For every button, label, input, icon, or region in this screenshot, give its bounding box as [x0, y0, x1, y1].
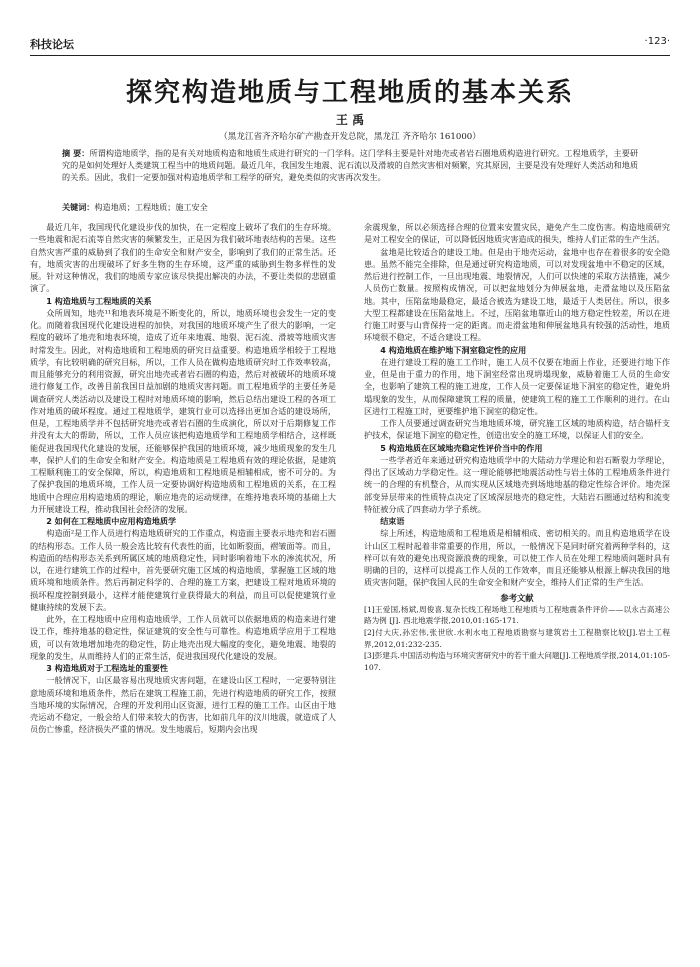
section-4-paragraph-2: 工作人员要通过调查研究当地地质环境，研究施工区域的地质构造，结合锚杆支护技术，保证地下洞室的稳定性，创造出安全的施工环境，以保证人们的安全。 — [364, 418, 670, 441]
intro-paragraph: 最近几年，我国现代化建设步伐的加快，在一定程度上破坏了我们的生存环境。一些地震和泥石流等自然灾害的频繁发生，正是因为我们破坏地表结构的苦果。这些自然灾害严重的威胁到了我们的生命安全和财产安全，影响到了我们的正常生活。还有，地质灾害的出现破坏了好多生物的生存环境，这严重的威胁到生物多样性的发展。针对这种情况，我们的地质专家应该尽快提出解决的办法，不要让类似的悲剧重演了。 — [30, 222, 336, 294]
author-affiliation: （黑龙江省齐齐哈尔矿产勘查开发总院，黑龙江 齐齐哈尔 161000） — [219, 132, 481, 142]
section-4-paragraph-1: 在进行建设工程的施工工作时，施工人员不仅要在地面上作业，还要进行地下作业，但是由于重力的作用，地下洞室经常出现坍塌现象，威胁着施工人员的生命安全，也影响了建筑工程的施工进度，工作人员一定要保证地下洞室的稳定性，避免坍塌现象的发生，从而保障建筑工程的质量，使建筑工程的施工工作顺利的进行。在山区进行工程施工时，更要维护地下洞室的稳定性。 — [364, 356, 670, 416]
journal-name: 科技论坛 — [30, 38, 74, 51]
page-header — [30, 36, 670, 56]
keywords-label: 关键词： — [62, 202, 95, 212]
reference-item: [2]付大庆,孙宏伟,张世欣.水利水电工程地质勘察与建筑岩土工程勘察比较[J].岩土工程界,2012,01:232-235. — [364, 627, 670, 649]
continued-paragraph: 余震现象，所以必须选择合理的位置来安置灾民，避免产生二度伤害。构造地质研究是对工程安全的保证，可以降低因地质灾害造成的损失，维持人们正常的生产生活。 — [364, 222, 670, 245]
reference-item: [3]彭建兵.中国活动构造与环境灾害研究中的若干重大问题[J].工程地质学报,2014,01:105-107. — [364, 651, 670, 672]
section-heading-5: 5 构造地质在区域地壳稳定性评价当中的作用 — [380, 442, 543, 453]
section-2-paragraph-1: 构造面²是工作人员进行构造地质研究的工作重点，构造面主要表示地壳和岩石圈的结构形态。工作人员一般会选比较有代表性的面，比如断裂面，褶皱面等。而且，构造面的结构形态关系到所属区域的地质稳定性，同时影响着地下水的渗流状况，所以，在进行建筑工作的过程中，首先要研究施工区域的构造地质，掌握施工区域的地质环境和地质条件。然后再制定科学的、合理的施工方案，把建设工程对地质环境的损坏程度控制到最小，这样才能使建筑行业获得最大的利益，而且可以促使建筑行业健康持续的发展下去。 — [30, 528, 336, 612]
keywords-text: 构造地质；工程地质；施工安全 — [94, 202, 208, 212]
basin-paragraph: 盆地是比较适合的建设工地。但是由于地壳运动，盆地中也存在着很多的安全隐患。虽然不能完全排除，但是通过研究构造地质，可以对发现盆地中不稳定的区域，然后进行控制工作，一旦出现地震、地裂情况，人们可以快速的采取方法措施，减少人员伤亡数量。按照构成情况，可以把盆地划分为伸展盆地，走滑盆地以及压陷盆地。其中，压陷盆地最稳定，最适合被选为建设工地，最适于人类居住。所以，很多大型工程都建设在压陷盆地上。不过，压陷盆地靠近山的地方稳定性较差，所以在进行施工时要与山背保持一定的距离。而走滑盆地和伸展盆地具有较强的活动性，地质环境很不稳定，不适合建设工程。 — [364, 246, 670, 343]
section-2-paragraph-2: 此外，在工程地质中应用构造地质学，工作人员就可以依据地质的构造来进行建设工作，维持地基的稳定性，保证建筑的安全性与可靠性。构造地质学应用于工程地质，可以有效地增加地壳的稳定性，防止地壳出现大幅度的变化，避免地震、地裂的现象的发生，从而维持人们的正常生活，促进我国现代化建设的发展。 — [30, 614, 336, 661]
conclusion-paragraph: 综上所述，构造地质和工程地质是相辅相成、密切相关的。而且构造地质学在设计山区工程时起着非常重要的作用，所以，一般情况下是同时研究着两种学科的，这样可以有效的避免出现资源浪费的现象，可以使工作人员在处理工程地质问题时具有明确的目的，这样可以提高工作人员的工作效率，而且还能够从根源上解决我国的地质灾害问题，保护我国人民的生命安全和财产安全，维持人们正常的生产生活。 — [364, 528, 670, 588]
reference-item: [1]王爱国,杨斌,周俊喜.复杂长线工程场地工程地质与工程地震条件评价——以永古高速公路为例 [J]. 西北地震学报,2010,01:165-171. — [364, 604, 670, 626]
section-5-paragraph: 一些学者近年来通过研究构造地质学中的大陆动力学理论和岩石断裂力学理论，得出了区域动力学稳定性。这一理论能够把地震活动性与岩土体的工程地质条件进行统一的合理的有机整合，从而实现从区域地壳到场地地基的稳定性综合评价。地壳深部变异层带来的性质特点决定了区域深层地壳的稳定性，大陆岩石圈通过结构和流变特征被分成了四套动力学子系统。 — [364, 454, 670, 514]
references-heading: 参考文献 — [500, 592, 534, 603]
page-number: ·123· — [644, 36, 670, 47]
section-heading-1: 1 构造地质与工程地质的关系 — [46, 295, 152, 306]
article-author: 王 禹 — [335, 113, 365, 127]
section-3-paragraph: 一般情况下，山区最容易出现地质灾害问题，在建设山区工程时，一定要特别注意地质环境和地质条件，然后在建筑工程施工前，先进行构造地质的研究工作，按照当地环境的实际情况，合理的开发利用山区资源，进行工程的施工工作。山区由于地壳运动不稳定，一般会给人们带来较大的伤害，比如前几年的汶川地震，就造成了人员伤亡惨重，经济损失严重的情况。发生地震后，短期内会出现 — [30, 675, 336, 735]
section-1-paragraph: 众所周知，地壳¹¹和地表环境是不断变化的，所以，地质环境也会发生一定的变化。而随着我国现代化建设进程的加快，对我国的地质环境产生了很大的影响，一定程度的破坏了地壳和地表环境，造成了近年来地震、地裂、泥石流、滑坡等地质灾害时常发生。因此，对构造地质和工程地质的研究日益重要。构造地质学相较于工程地质学，有比较明确的研究目标，所以，工作人员在做构造地质研究时工作效率较高，而且能够充分的利用资源，研究出地壳或者岩石圈的构造，然后对被破坏的地质环境进行修复工作，改善目前我国日益加剧的地质灾害问题。而工程地质学的主要任务是调查研究人类活动以及建设工程时对地质环境的影响，然后总结出建设工程的各项工作对地质的破坏程度。通过工程地质学，建筑行业可以选择出更加合适的建设场所，但是，工程地质学并不包括研究地壳或者岩石圈的生成演化，所以对于后期修复工作并没有太大的帮助，所以，工作人员应该把构造地质学和工程地质学相结合，这样既能促进我国现代化建设的发展，还能够保护我国的地质环境，减少地质现象的发生几率，保护人们的生命安全和财产安全。构造地质是工程地质有效的理论依据，是建筑工程顺利施工的安全保障，所以，构造地质和工程地质是相辅相成，密不可分的。为了保护我国的地质环境，工作人员一定要协调好构造地质和工程地质的关系，在工程地质中合理应用构造地质的理论，顺应地壳的运动规律，在维持地表环境的基础上大力开展建设工程，推动我国社会经济的发展。 — [30, 307, 336, 514]
abstract-text: 所谓构造地质学，指的是有关对地质构造和地质生成进行研究的一门学科。这门学科主要是针对地壳或者岩石圈地质构造进行研究。工程地质学，主要研究的是如何处理好人类建筑工程当中的地质问题。最近几年，我国发生地震、泥石流以及滑坡的自然灾害相对频繁，究其原因，主要是没有处理好人类活动和地质的关系。因此，我们一定要加强对构造地质学和工程学的研究，避免类似的灾害再次发生。 — [62, 148, 638, 183]
section-heading-3: 3 构造地质对于工程选址的重要性 — [46, 663, 168, 673]
abstract-label: 摘 要： — [62, 148, 90, 158]
right-column — [364, 221, 670, 673]
abstract — [62, 147, 638, 184]
header-rule — [30, 55, 670, 56]
section-heading-2: 2 如何在工程地质中应用构造地质学 — [46, 516, 177, 526]
section-heading-4: 4 构造地质在维护地下洞室稳定性的应用 — [380, 344, 527, 355]
left-column — [30, 221, 336, 736]
article-title: 探究构造地质与工程地质的基本关系 — [125, 78, 574, 108]
conclusion-heading: 结束语 — [380, 516, 405, 526]
keywords — [62, 201, 638, 213]
